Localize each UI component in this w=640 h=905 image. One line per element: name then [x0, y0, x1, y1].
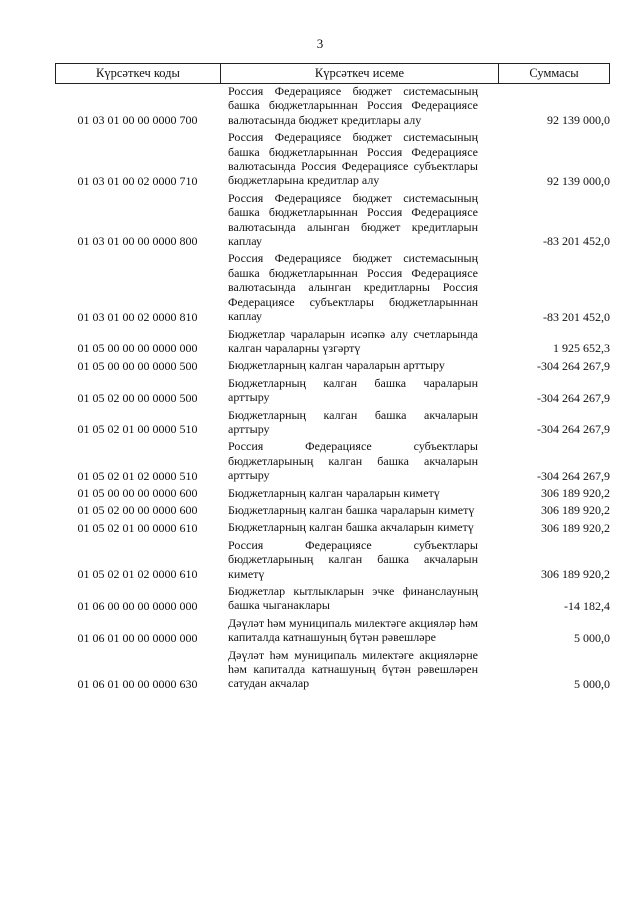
table-row [55, 408, 610, 437]
row-name: Бюджетларның калган башка чараларын киметү [228, 502, 475, 517]
row-sum: 306 189 920,2 [541, 485, 610, 500]
row-sum: -304 264 267,9 [537, 358, 610, 373]
row-code: 01 03 01 00 02 0000 710 [77, 173, 198, 188]
row-code: 01 05 02 00 00 0000 600 [77, 503, 198, 518]
table-row [55, 439, 610, 482]
row-code: 01 05 02 01 00 0000 610 [77, 520, 198, 535]
row-code: 01 06 01 00 00 0000 630 [77, 676, 198, 691]
row-code: 01 05 02 01 02 0000 610 [77, 567, 198, 581]
row-code: 01 06 01 00 00 0000 000 [77, 630, 198, 645]
row-name: Бюджетларның калган чараларын киметү [228, 485, 440, 500]
row-code: 01 05 00 00 00 0000 500 [77, 358, 198, 373]
row-sum: 92 139 000,0 [547, 173, 610, 188]
table-row [55, 616, 610, 645]
table-row [55, 538, 610, 581]
row-name: Дәүләт һәм муниципаль милектәге акцияләр һәм капиталда катнашуның бүтән рәвешләре [228, 615, 479, 645]
row-code: 01 03 01 00 00 0000 800 [77, 234, 198, 249]
row-name: Бюджетлар чараларын исәпкә алу счетларында калган чараларны үзгәртү [228, 326, 478, 355]
row-code: 01 05 02 01 02 0000 510 [77, 468, 198, 483]
row-code: 01 05 00 00 00 0000 000 [77, 341, 198, 356]
table-row [55, 376, 610, 405]
table-row [55, 251, 610, 323]
row-sum: 5 000,0 [574, 676, 610, 691]
row-name: Дәүләт һәм муниципаль милектәге акцияләрне һәм капиталда катнашуның бүтән рәвешләрен сатудан акчалар [228, 647, 478, 691]
table-row [55, 520, 610, 534]
row-code: 01 05 00 00 00 0000 600 [77, 485, 198, 500]
header-code: Күрсәткеч коды [56, 64, 221, 83]
row-code: 01 03 01 00 00 0000 700 [77, 113, 198, 128]
header-sum: Суммасы [529, 66, 579, 80]
table-row [55, 327, 610, 356]
table-row [55, 486, 610, 500]
row-sum: -304 264 267,9 [537, 468, 610, 483]
row-sum: -14 182,4 [564, 598, 610, 613]
row-name: Россия Федерациясе бюджет системасының башка бюджетларыннан Россия Федерациясе валютасында Россия Федерациясе субъектлары бюджетларына кредитлар алу [228, 130, 478, 188]
row-name: Россия Федерациясе субъектлары бюджетларының калган башка акчаларын киметү [228, 537, 478, 581]
table-row [55, 130, 610, 188]
row-sum: -83 201 452,0 [543, 309, 610, 324]
table-row [55, 648, 610, 691]
row-sum: 92 139 000,0 [547, 113, 610, 128]
row-code: 01 06 00 00 00 0000 000 [77, 598, 198, 613]
table-body [55, 84, 610, 694]
header-name: Күрсәткеч исеме [221, 64, 499, 83]
table-row [55, 191, 610, 249]
table-row [55, 84, 610, 127]
row-name: Россия Федерациясе бюджет системасының башка бюджетларыннан Россия Федерациясе валютасында бюджет кредитлары алу [228, 84, 478, 127]
table-row [55, 358, 610, 372]
row-sum: -83 201 452,0 [543, 234, 610, 249]
row-name: Россия Федерациясе субъектлары бюджетларының калган башка акчаларын арттыру [228, 439, 478, 483]
row-sum: 306 189 920,2 [541, 520, 610, 535]
row-name: Бюджетларның калган чараларын арттыру [228, 358, 445, 373]
row-name: Бюджетларның калган башка акчаларын киметү [228, 520, 474, 535]
row-name: Россия Федерациясе бюджет системасының башка бюджетларыннан Россия Федерациясе валютасында алынган бюджет кредитларын каплау [228, 190, 478, 249]
table-row [55, 584, 610, 613]
row-name: Россия Федерациясе бюджет системасының башка бюджетларыннан Россия Федерациясе валютасында алынган кредитларны Россия Федерациясе субъектлары бюджетларыннан каплау [228, 251, 478, 324]
row-name: Бюджетларның калган башка акчаларын арттыру [228, 407, 478, 436]
row-sum: -304 264 267,9 [537, 390, 610, 405]
row-sum: 5 000,0 [574, 630, 610, 645]
row-sum: 306 189 920,2 [541, 503, 610, 518]
row-sum: 1 925 652,3 [553, 341, 610, 356]
table-header [55, 63, 610, 84]
row-code: 01 05 02 00 00 0000 500 [77, 390, 198, 405]
row-sum: 306 189 920,2 [541, 567, 610, 581]
row-code: 01 03 01 00 02 0000 810 [77, 309, 198, 324]
page-number: 3 [316, 36, 324, 51]
table-row [55, 503, 610, 517]
row-name: Бюджетлар кытлыкларын эчке финанслауның башка чыганаклары [228, 584, 478, 613]
row-sum: -304 264 267,9 [537, 422, 610, 437]
row-name: Бюджетларның калган башка чараларын арттыру [228, 375, 478, 405]
row-code: 01 05 02 01 00 0000 510 [77, 422, 198, 437]
